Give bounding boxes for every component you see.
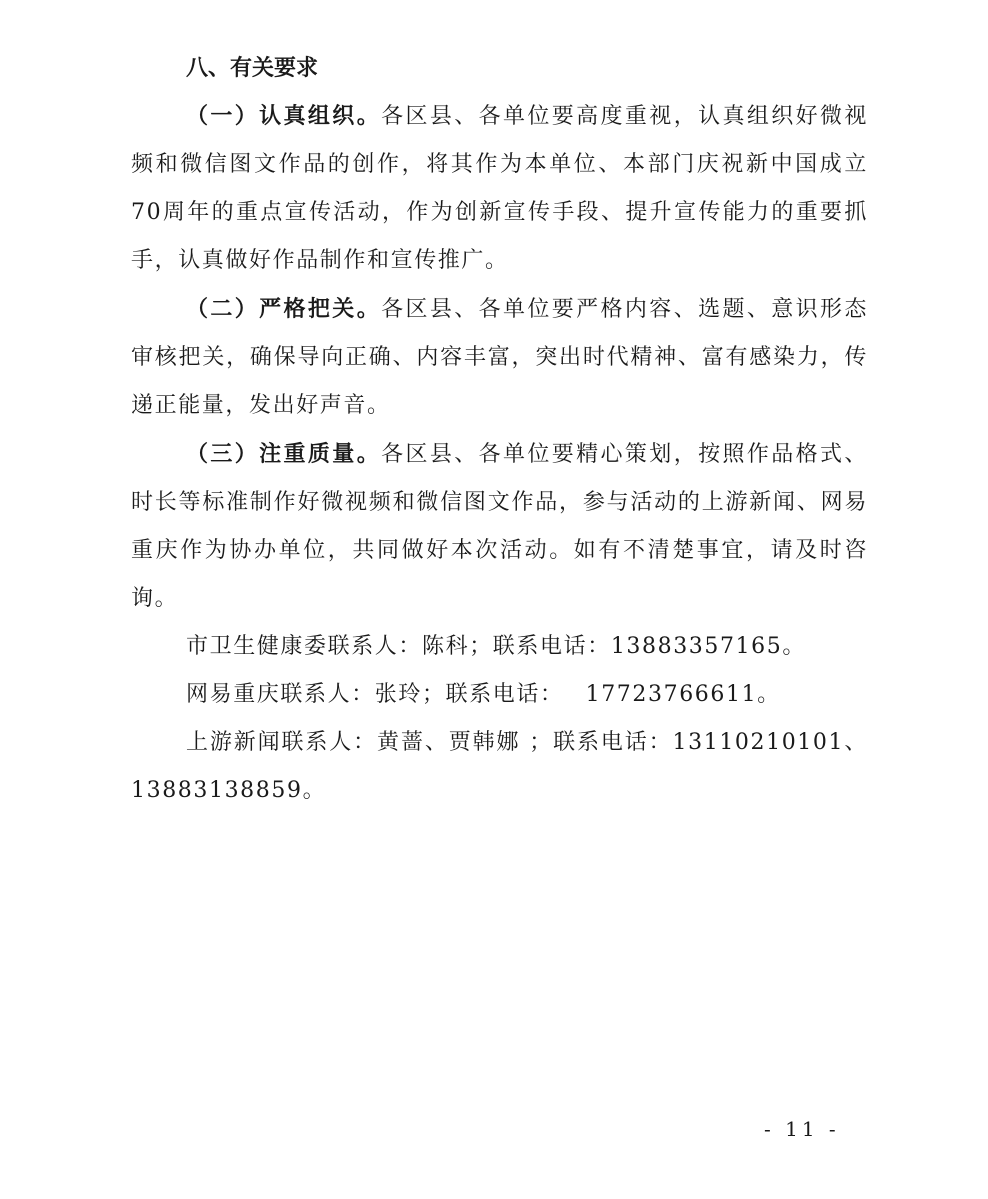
paragraph-lead: （三）注重质量。 xyxy=(186,441,382,467)
contact-netease xyxy=(131,671,868,719)
paragraph-text: 各区县、各单位要精心策划，按照作品格式、时长等标准制作好微视频和微信图文作品，参与活动的上游新闻、网易重庆作为协办单位，共同做好本次活动。如有不清楚事宜，请及时咨询。 xyxy=(131,442,868,611)
paragraph-review xyxy=(131,285,868,430)
contact-phone: 17723766611。 xyxy=(585,682,781,707)
paragraph-text: 各区县、各单位要高度重视，认真组织好微视频和微信图文作品的创作，将其作为本单位、本部门庆祝新中国成立70周年的重点宣传活动，作为创新宣传手段、提升宣传能力的重要抓手，认真做好作品制作和宣传推广。 xyxy=(131,104,868,273)
document-body xyxy=(131,44,868,815)
contact-upstream-news xyxy=(131,719,868,815)
paragraph-lead: （一）认真组织。 xyxy=(186,103,382,129)
paragraph-quality xyxy=(131,430,868,623)
paragraph-text: 各区县、各单位要严格内容、选题、意识形态审核把关，确保导向正确、内容丰富，突出时代精神、富有感染力，传递正能量，发出好声音。 xyxy=(131,297,868,418)
section-heading: 八、有关要求 xyxy=(186,55,319,81)
contact-label: 网易重庆联系人：张玲；联系电话： xyxy=(186,682,564,707)
contact-phone: 13110210101、13883138859。 xyxy=(131,730,868,803)
page-number: - 11 - xyxy=(764,1117,840,1141)
paragraph-lead: （二）严格把关。 xyxy=(186,296,382,322)
contact-label: 上游新闻联系人：黄蔷、贾韩娜 ；联系电话： xyxy=(186,730,673,755)
contact-health-commission xyxy=(131,623,868,671)
paragraph-organize xyxy=(131,92,868,285)
contact-phone: 13883357165。 xyxy=(610,634,806,659)
contact-label: 市卫生健康委联系人：陈科；联系电话： xyxy=(186,634,611,659)
